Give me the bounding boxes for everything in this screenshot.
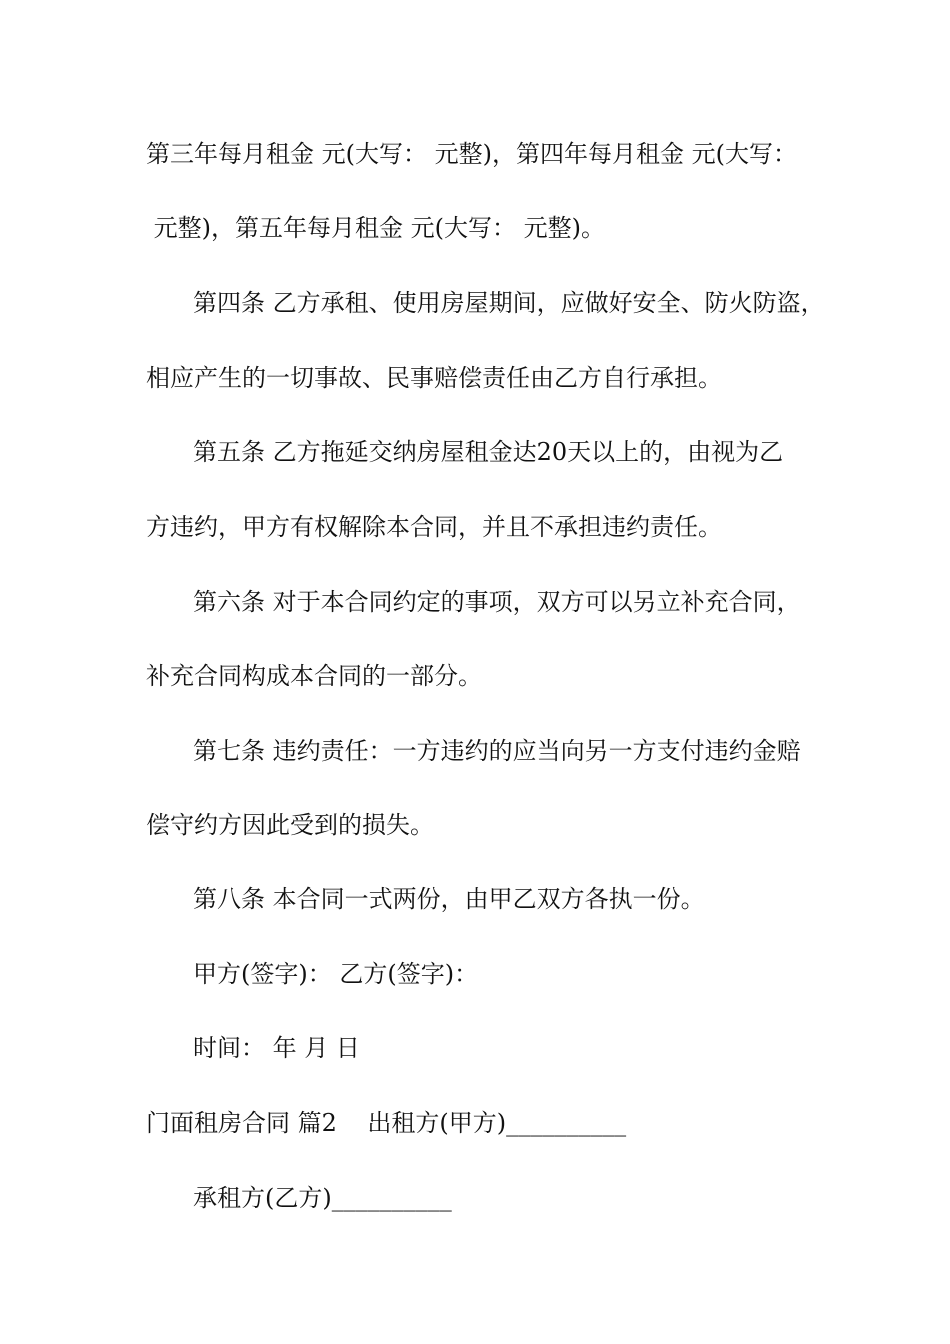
contract-2-heading: 门面租房合同 篇2 出租方(甲方)__________ — [146, 1109, 627, 1137]
clause-8-line: 第八条 本合同一式两份，由甲乙双方各执一份。 — [193, 885, 705, 913]
paragraph-line: 方违约，甲方有权解除本合同，并且不承担违约责任。 — [146, 513, 722, 541]
paragraph-line: 补充合同构成本合同的一部分。 — [146, 662, 482, 690]
paragraph-line: 第三年每月租金 元(大写： 元整)，第四年每月租金 元(大写： — [146, 140, 797, 168]
paragraph-line: 相应产生的一切事故、民事赔偿责任由乙方自行承担。 — [146, 364, 722, 392]
paragraph-line: 偿守约方因此受到的损失。 — [146, 811, 434, 839]
signature-line: 甲方(签字)： 乙方(签字)： — [193, 960, 479, 988]
clause-4-line: 第四条 乙方承租、使用房屋期间，应做好安全、防火防盗， — [193, 289, 825, 317]
clause-5-line: 第五条 乙方拖延交纳房屋租金达20天以上的，由视为乙 — [193, 438, 784, 466]
paragraph-line: 元整)，第五年每月租金 元(大写： 元整)。 — [146, 214, 605, 242]
lessee-line: 承租方(乙方)__________ — [193, 1184, 452, 1212]
clause-6-line: 第六条 对于本合同约定的事项，双方可以另立补充合同， — [193, 588, 801, 616]
date-line: 时间： 年 月 日 — [193, 1034, 360, 1062]
clause-7-line: 第七条 违约责任：一方违约的应当向另一方支付违约金赔 — [193, 737, 801, 765]
